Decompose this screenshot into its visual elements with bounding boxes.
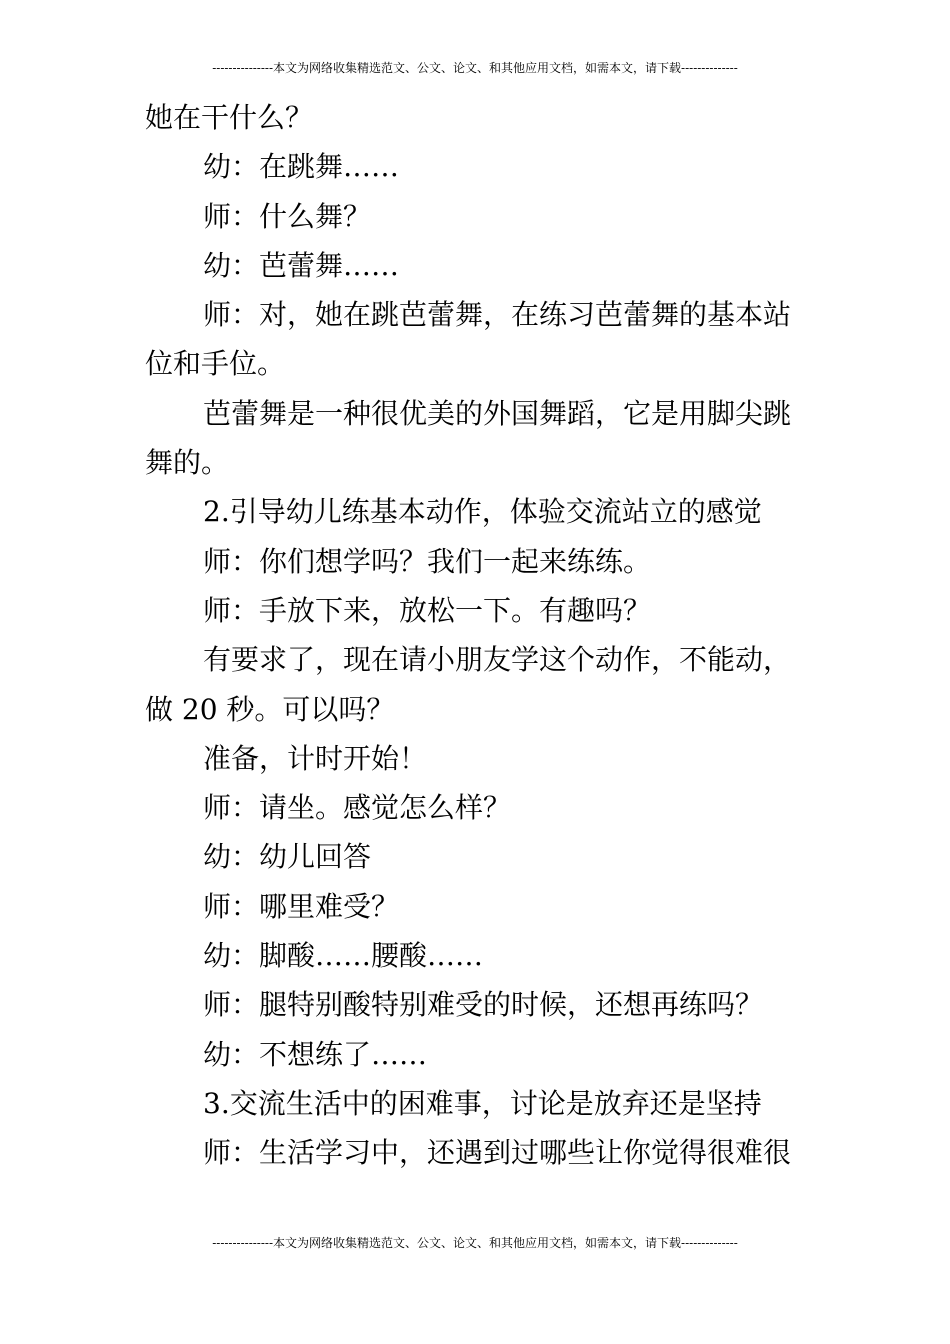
- paragraph-line: 芭蕾舞是一种很优美的外国舞蹈，它是用脚尖跳: [203, 396, 792, 430]
- paragraph-line: 幼：在跳舞……: [203, 150, 400, 184]
- paragraph-line: 师：什么舞？: [203, 199, 372, 233]
- paragraph-line: 准备，计时开始！: [203, 741, 428, 775]
- section-heading: 2.引导幼儿练基本动作，体验交流站立的感觉: [203, 495, 762, 529]
- paragraph-line: 师：你们想学吗？我们一起来练练。: [203, 544, 652, 578]
- section-heading: 3.交流生活中的困难事，讨论是放弃还是坚持: [203, 1086, 762, 1120]
- paragraph-line: 做 20 秒。可以吗？: [145, 692, 395, 726]
- paragraph-line: 位和手位。: [145, 347, 286, 381]
- paragraph-line: 有要求了，现在请小朋友学这个动作，不能动，: [203, 643, 792, 677]
- paragraph-line: 师：对，她在跳芭蕾舞，在练习芭蕾舞的基本站: [203, 298, 792, 332]
- paragraph-line: 幼：脚酸……腰酸……: [203, 939, 484, 973]
- paragraph-line: 舞的。: [145, 446, 230, 480]
- page-footer: ---------------本文为网络收集精选范文、公文、论文、和其他应用文档，如需本文，请下载--------------: [212, 1236, 738, 1250]
- page-header: ---------------本文为网络收集精选范文、公文、论文、和其他应用文档，如需本文，请下载--------------: [212, 61, 738, 75]
- paragraph-line: 师：哪里难受？: [203, 889, 400, 923]
- paragraph-line: 师：请坐。感觉怎么样？: [203, 791, 512, 825]
- paragraph-line: 幼：芭蕾舞……: [203, 248, 400, 282]
- paragraph-line: 幼：幼儿回答: [203, 840, 372, 874]
- paragraph-line: 师：手放下来，放松一下。有趣吗？: [203, 593, 652, 627]
- paragraph-line: 她在干什么？: [145, 101, 314, 134]
- paragraph-line: 幼：不想练了……: [203, 1037, 428, 1071]
- document-body: [145, 93, 810, 1178]
- paragraph-line: 师：腿特别酸特别难受的时候，还想再练吗？: [203, 988, 764, 1022]
- paragraph-line: 师：生活学习中，还遇到过哪些让你觉得很难很: [203, 1136, 792, 1170]
